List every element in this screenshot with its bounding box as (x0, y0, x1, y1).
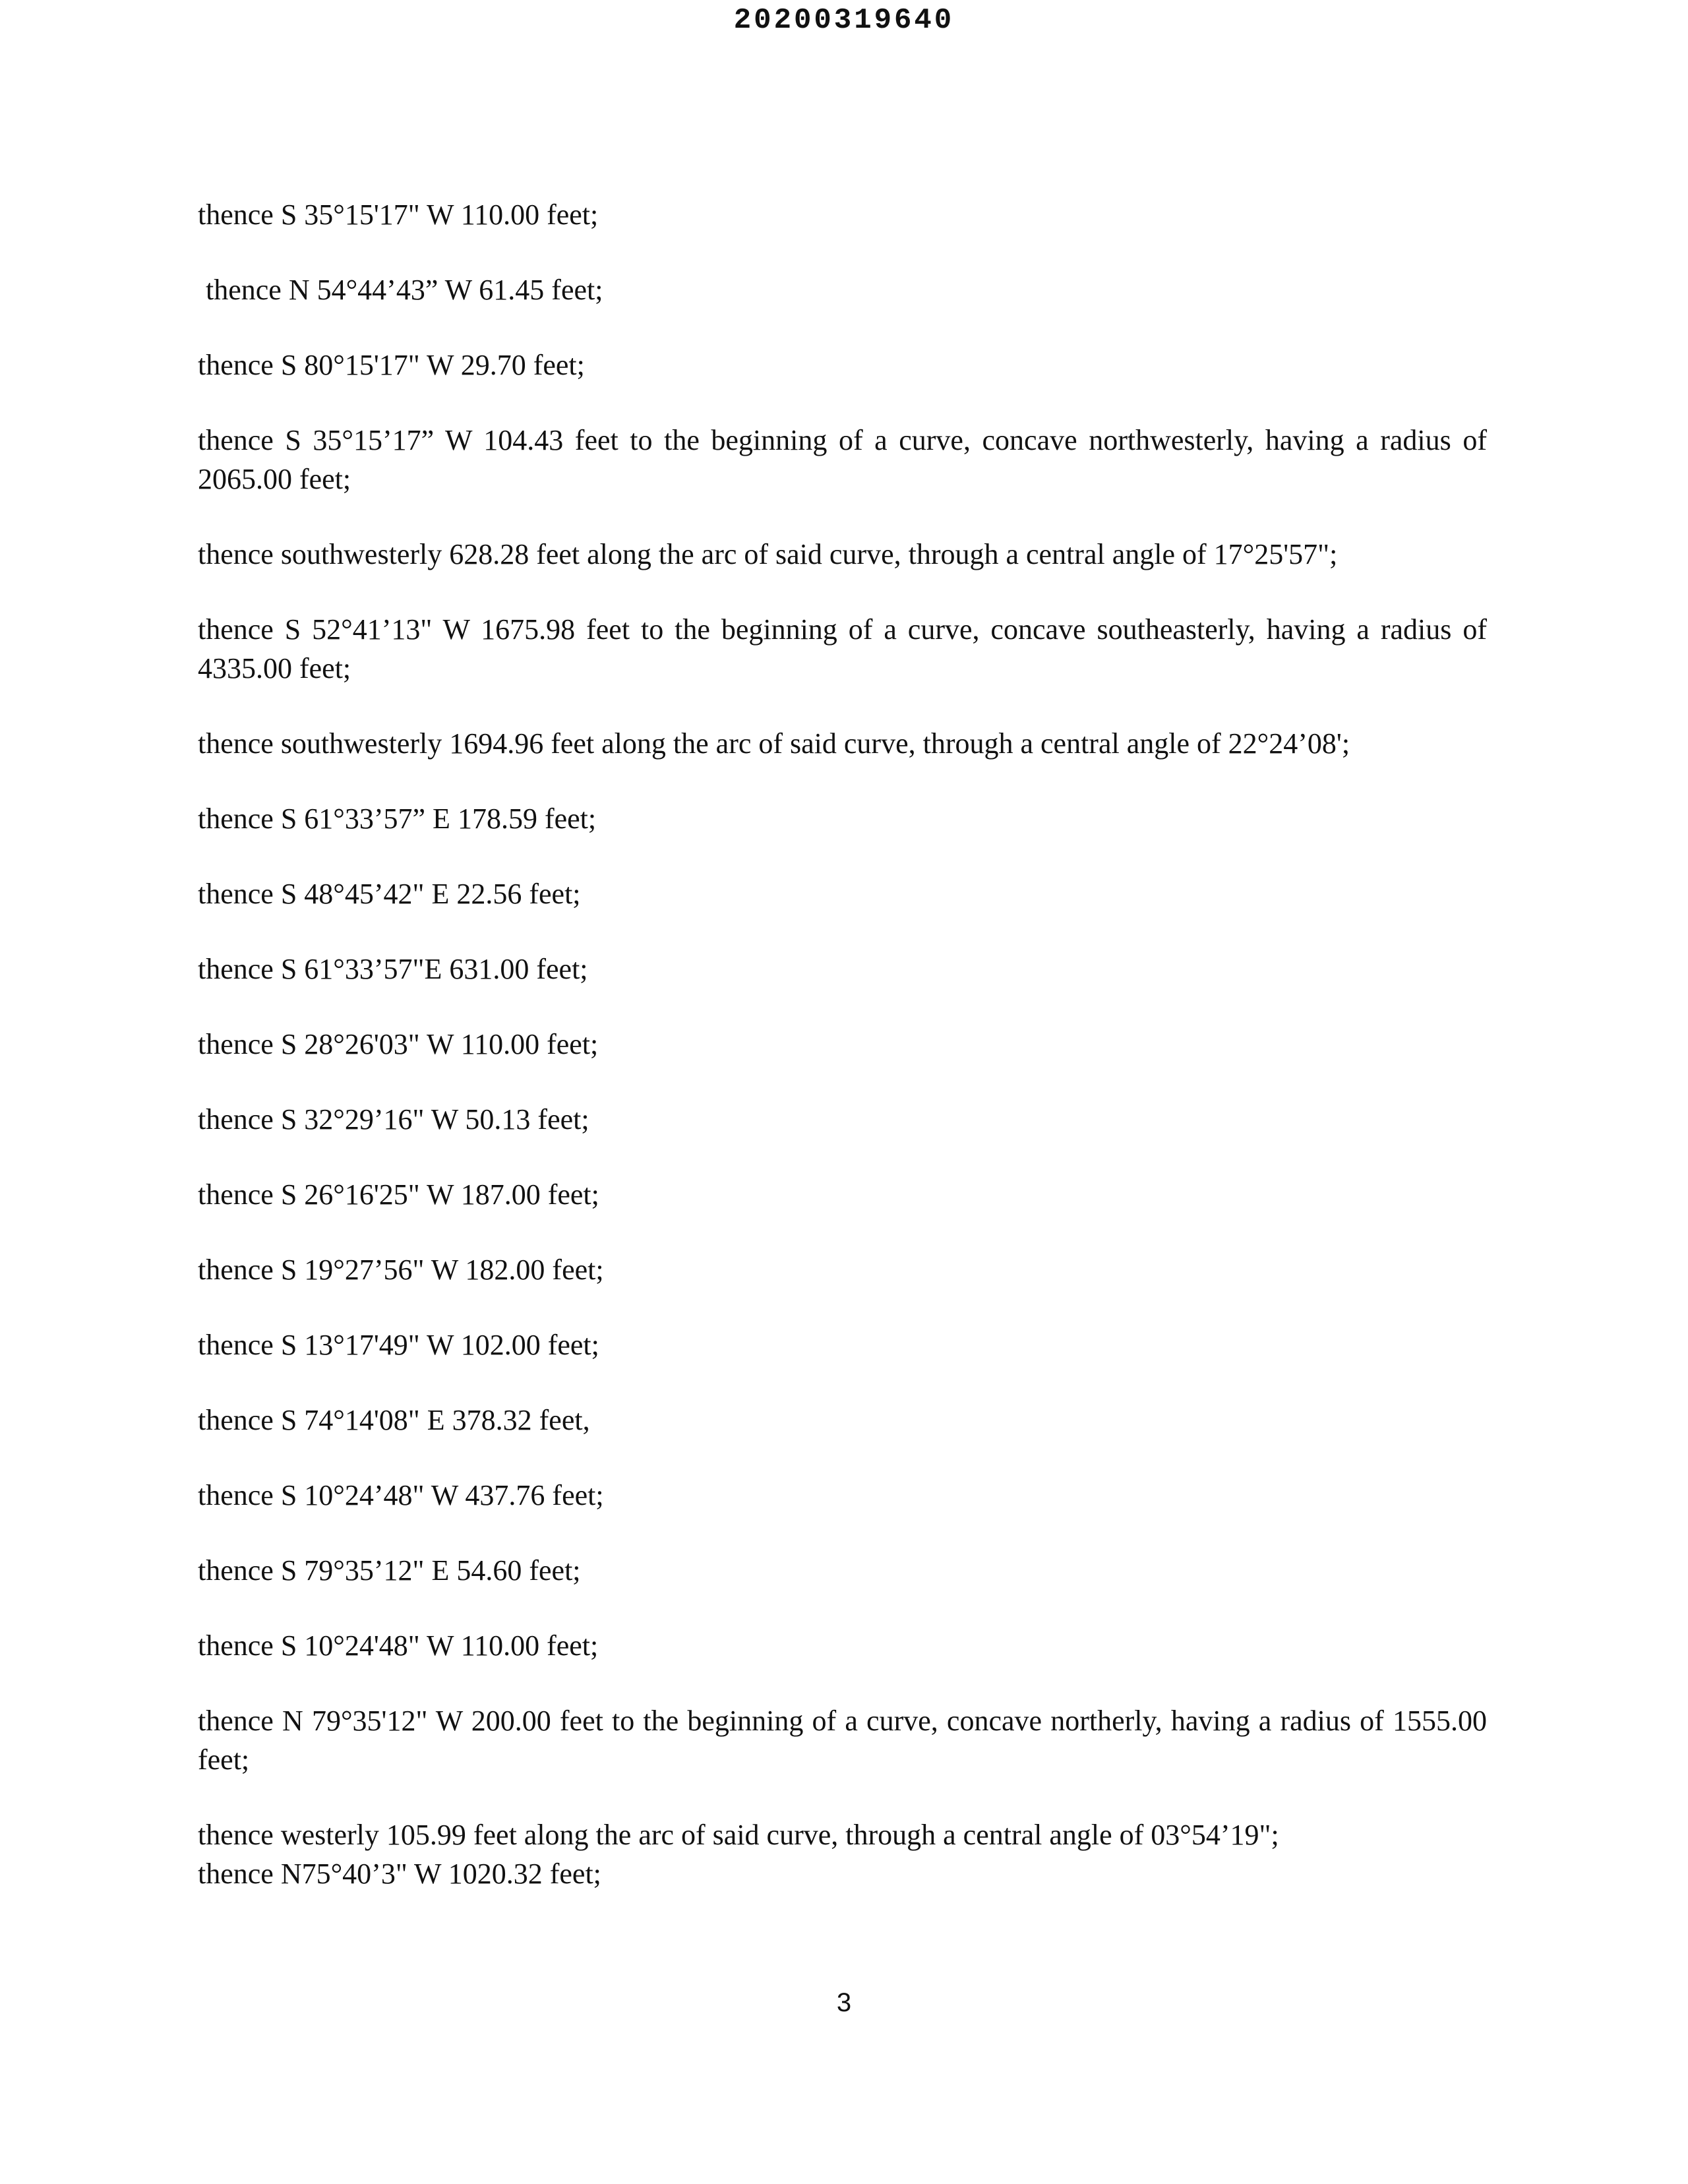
course-paragraph: thence S 80°15'17" W 29.70 feet; (198, 349, 585, 381)
course-paragraph: thence S 26°16'25" W 187.00 feet; (198, 1178, 599, 1211)
course-paragraph: thence N 54°44’43” W 61.45 feet; (206, 274, 603, 306)
legal-description-body (198, 195, 1487, 1929)
course-paragraph: thence N75°40’3" W 1020.32 feet; (198, 1858, 601, 1890)
course-paragraph: thence S 74°14'08" E 378.32 feet, (198, 1404, 590, 1436)
course-paragraph: thence westerly 105.99 feet along the arc of said curve, through a central angle of 03°54’19"; (198, 1819, 1279, 1851)
course-paragraph: thence S 32°29’16" W 50.13 feet; (198, 1103, 589, 1136)
course-paragraph: thence N 79°35'12" W 200.00 feet to the beginning of a curve, concave northerly, having a radius of 1555.00 feet; (198, 1705, 1487, 1776)
course-paragraph: thence S 48°45’42" E 22.56 feet; (198, 878, 581, 910)
course-paragraph: thence S 52°41’13" W 1675.98 feet to the beginning of a curve, concave southeasterly, having a radius of 4335.00 feet; (198, 613, 1487, 684)
course-paragraph: thence S 10°24'48" W 110.00 feet; (198, 1629, 599, 1662)
course-paragraph: thence S 35°15'17" W 110.00 feet; (198, 198, 599, 231)
course-paragraph: thence S 61°33’57"E 631.00 feet; (198, 953, 588, 985)
course-paragraph: thence S 79°35’12" E 54.60 feet; (198, 1554, 581, 1587)
document-number: 20200319640 (733, 4, 955, 37)
page-number: 3 (836, 1988, 852, 2017)
course-paragraph: thence southwesterly 1694.96 feet along the arc of said curve, through a central angle of 22°24’08'; (198, 727, 1350, 760)
course-paragraph: thence S 13°17'49" W 102.00 feet; (198, 1329, 599, 1361)
course-paragraph: thence S 10°24’48" W 437.76 feet; (198, 1479, 604, 1511)
course-paragraph: thence S 61°33’57” E 178.59 feet; (198, 803, 597, 835)
course-paragraph: thence southwesterly 628.28 feet along the arc of said curve, through a central angle of 17°25'57"; (198, 538, 1338, 570)
course-paragraph: thence S 28°26'03" W 110.00 feet; (198, 1028, 599, 1060)
course-paragraph: thence S 19°27’56" W 182.00 feet; (198, 1254, 604, 1286)
course-paragraph: thence S 35°15’17” W 104.43 feet to the beginning of a curve, concave northwesterly, having a radius of 2065.00 feet; (198, 424, 1487, 495)
